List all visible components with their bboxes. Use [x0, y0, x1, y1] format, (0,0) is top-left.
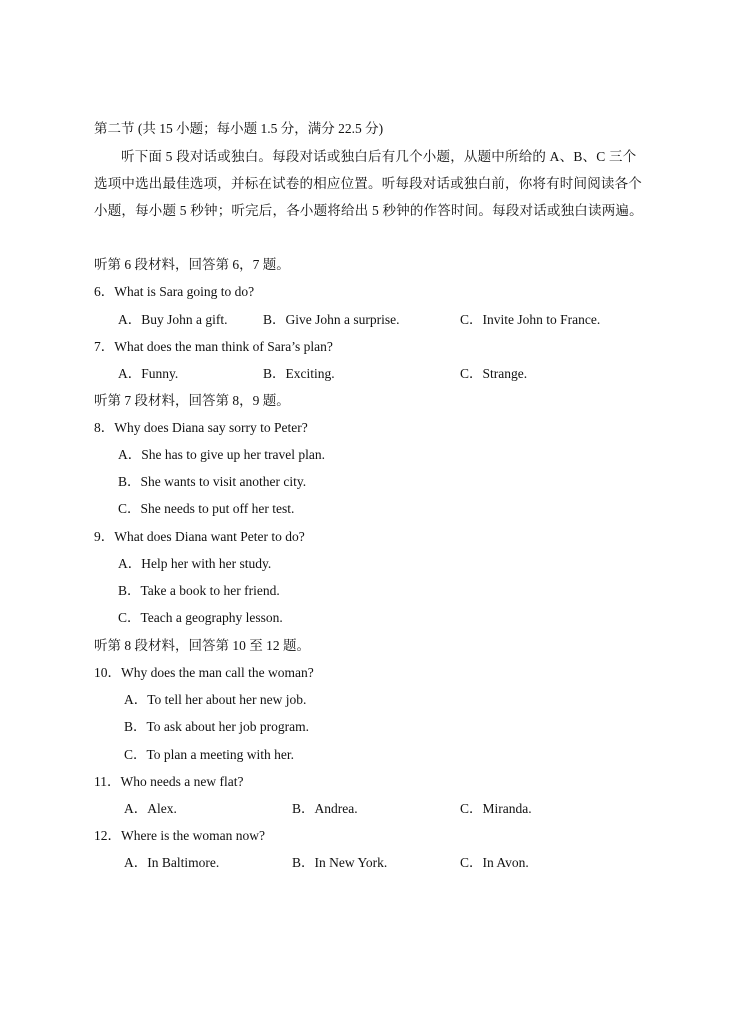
question-8-option-c: C．She needs to put off her test.	[118, 501, 295, 516]
question-9-option-b: B．Take a book to her friend.	[118, 583, 280, 598]
material-8-header: 听第 8 段材料，回答第 10 至 12 题。	[94, 638, 310, 653]
material-6-header: 听第 6 段材料，回答第 6，7 题。	[94, 257, 290, 272]
question-8-option-a: A．She has to give up her travel plan.	[118, 447, 325, 462]
question-10-stem: 10．Why does the man call the woman?	[94, 665, 314, 680]
question-12-option-b: B．In New York.	[292, 855, 388, 870]
question-6-stem: 6．What is Sara going to do?	[94, 284, 255, 299]
question-12-stem: 12．Where is the woman now?	[94, 828, 265, 843]
question-7-option-a: A．Funny.	[118, 366, 179, 381]
question-6-option-a: A．Buy John a gift.	[118, 312, 228, 327]
question-6-option-b: B．Give John a surprise.	[263, 312, 400, 327]
question-9-option-c: C．Teach a geography lesson.	[118, 610, 283, 625]
question-11-option-c: C．Miranda.	[460, 801, 532, 816]
question-11-option-a: A．Alex.	[124, 801, 177, 816]
question-9-option-a: A．Help her with her study.	[118, 556, 272, 571]
question-6-option-c: C．Invite John to France.	[460, 312, 601, 327]
question-10-option-a: A．To tell her about her new job.	[124, 692, 307, 707]
question-11-stem: 11．Who needs a new flat?	[94, 774, 244, 789]
question-8-option-b: B．She wants to visit another city.	[118, 474, 307, 489]
question-10-option-c: C．To plan a meeting with her.	[124, 747, 295, 762]
question-7-stem: 7．What does the man think of Sara’s plan?	[94, 339, 333, 354]
question-12-option-c: C．In Avon.	[460, 855, 529, 870]
question-9-stem: 9．What does Diana want Peter to do?	[94, 529, 305, 544]
section-heading: 第二节 (共 15 小题；每小题 1.5 分，满分 22.5 分)	[94, 121, 384, 136]
question-8-stem: 8．Why does Diana say sorry to Peter?	[94, 420, 308, 435]
question-12-option-a: A．In Baltimore.	[124, 855, 220, 870]
question-7-option-c: C．Strange.	[460, 366, 528, 381]
material-7-header: 听第 7 段材料，回答第 8，9 题。	[94, 393, 290, 408]
question-11-option-b: B．Andrea.	[292, 801, 358, 816]
question-7-option-b: B．Exciting.	[263, 366, 335, 381]
question-10-option-b: B．To ask about her job program.	[124, 719, 310, 734]
instructions-paragraph: 听下面 5 段对话或独白。每段对话或独白后有几个小题，从题中所给的 A、B、C 三个选项中选出最佳选项，并标在试卷的相应位置。听每段对话或独白前，你将有时间阅读各个小题，每小题 5 秒钟；听完后，各小题将给出 5 秒钟的作答时间。每段对话或独白读两遍。	[94, 149, 643, 219]
